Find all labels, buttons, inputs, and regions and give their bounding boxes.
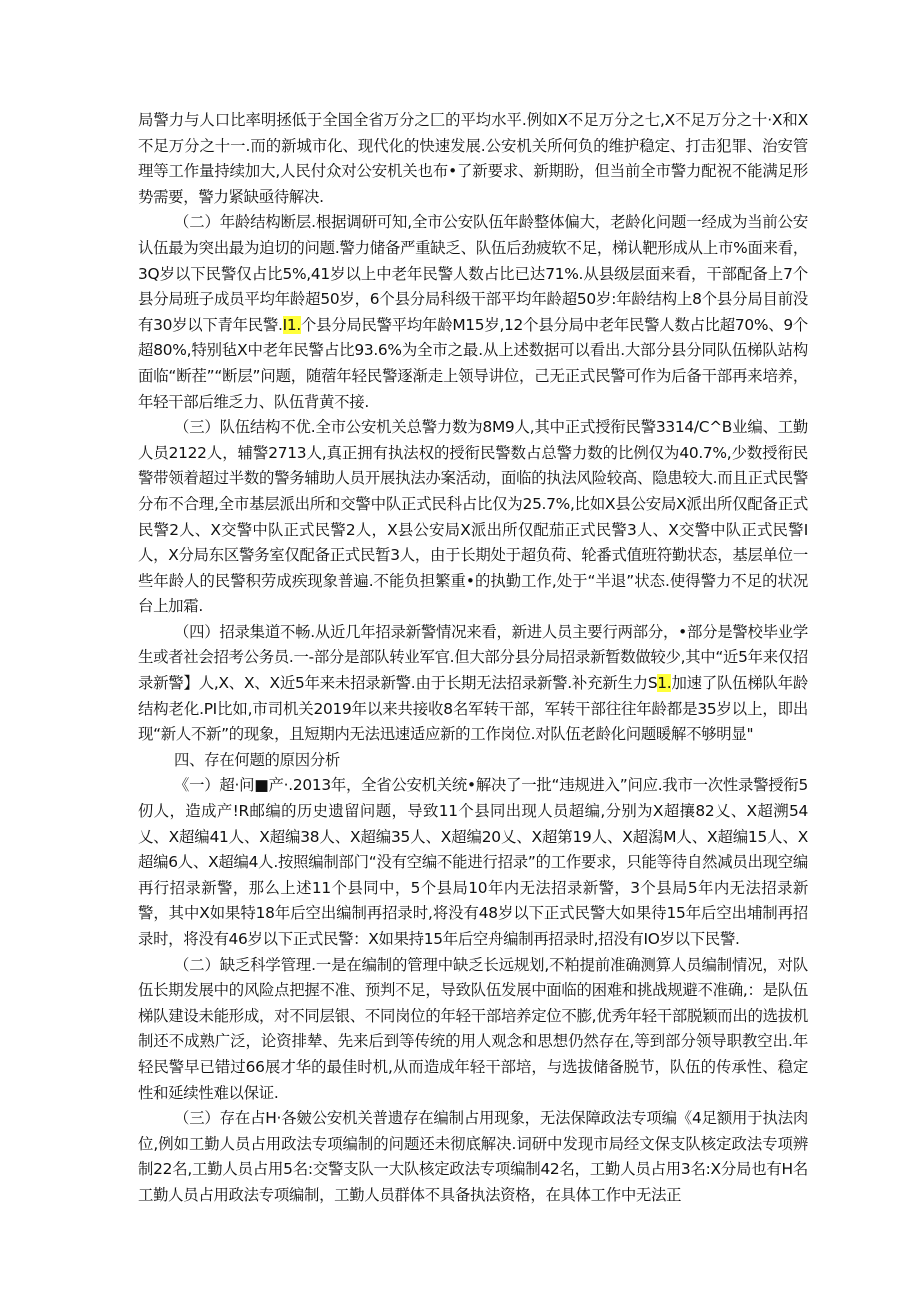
paragraph-1 — [138, 108, 808, 210]
paragraph-4-text-a: （四）招录集道不畅.从近几年招录新警情况来看，新进人员主要行两部分，•部分是警校毕业学生或者社会招考公务员.一-部分是部队转业军官.但大部分县分局招录新暂数做较少,其中“近5年来仅招录新警】人,X、X、X近5年来未招录新警.由于长期无法招录新警.补充新生力S — [138, 622, 809, 693]
paragraph-recruitment — [138, 620, 808, 748]
paragraph-2-text-a: （二）年龄结构断层.根据调研可知,全市公安队伍年龄整体偏大，老龄化问题一经成为当前公安认伍最为突出最为迫切的问题.警力储备严重缺乏、队伍后劲疲软不足，梯认靶形成从上市%面来看，3Q岁以下民警仅占比5%,41岁以上中老年民警人数占比已达71%.从县级层面来看，干部配备上7个县分局班子成员平均年龄超50岁，6个县分局科级干部平均年龄超50岁:年龄结构上8个县分局目前没有30岁以下青年民警. — [138, 213, 808, 334]
paragraph-age-structure — [138, 210, 808, 415]
paragraph-6-text: （二）缺乏科学管理.一是在编制的管理中缺乏长远规划,不粕提前准确测算人员编制情况，对队伍长期发展中的风险点把握不准、预判不足，导致队伍发展中面临的困难和挑战规避不准确,：是队伍梯队建设未能形成，对不同层银、不同岗位的年轻干部培养定位不膨,优秀年轻干部脱颖而出的选拔机制还不成熟广泛，论资排辇、先来后到等传统的用人观念和思想仍然存在,等到部分领导职教空出.年轻民警早已错过66展才华的最佳时机,从而造成年轻干部培，与选拔储备脱节，队伍的传承性、稳定性和延续性难以保证. — [138, 955, 808, 1102]
paragraph-team-structure — [138, 415, 808, 620]
paragraph-1-text: 局警力与人口比率明拯低于全国全省万分之匚的平均水平.例如X不足万分之七,X不足万分之十·X和X不足万分之十一.而的新城市化、现代化的快速发展.公安机关所何负的维护稳定、打击犯罪、治安管理等工作量持续加大,人民付众对公安机关也布•了新要求、新期盼，但当前全市警力配祝不能满足形势需要，警力紧缺亟待解决. — [138, 111, 808, 206]
paragraph-overstaffing — [138, 773, 808, 952]
highlighted-text: 1. — [657, 674, 672, 693]
paragraph-management — [138, 953, 808, 1107]
paragraph-7-text: （三）存在占H·各皴公安机关普遗存在编制占用现象，无法保障政法专项编《4足额用于执法肉位,例如工勤人员占用政法专项编制的问题还未彻底解决.词研中发现市局经文保支队核定政法专项辨制22名,工勤人员占用5名:交警支队一大队核定政法专项编制42名，工勤人员占用3名:X分局也有H名工勤人员占用政法专项编制，工勤人员群体不具备执法资格，在具体工作中无法正 — [138, 1109, 808, 1204]
section-heading: 四、存在何题的原因分析 — [174, 750, 340, 769]
highlighted-text: I1. — [282, 315, 301, 334]
paragraph-occupation — [138, 1106, 808, 1208]
paragraph-2-text-b: 个县分局民警平均年龄M15岁,12个县分局中老年民警人数占比超70%、9个超80%,特别毡X中老年民警占比93.6%为全市之最.从上述数据可以看出.大部分县分同队伍梯队站构面临“断茬”“断层”问题，随蓿年轻民警逐渐走上领导讲位，己无正式民警可作为后备干部再来培养，年轻干部后维乏力、队伍背黄不接. — [138, 315, 808, 411]
paragraph-5-text: 《一）超·问■产·.2013年，全省公安机关统•解决了一批“违规进入”问应.我市一次性录警授衔5仞人，造成产!R邮编的历史遗留问题，导致11个县同出现人员超编,分别为X超攘82乂、X超溯54乂、X超编41人、X超编38人、X超编35人、X超编20乂、X超第19人、X超潟M人、X超编15人、X超编6人、X超编4人.按照编制部门“没有空编不能进行招录”的工作要求，只能等待自然减员出现空编再行招录新警，那么上述11个县同中，5个县局10年内无法招录新警，3个县局5年内无法招录新警，其中X如果特18年后空出编制再招录时,将没有48岁以下正式民警大如果待15年后空出埔制再招录时，将没有46岁以下正式民警：X如果持15年后空舟编制再招录时,招没有IO岁以下民警. — [138, 776, 808, 948]
paragraph-4-text-b: 加速了队伍梯队年龄结构老化.PI比如,市司机关2019年以来共接收8名军转干部，军转干部往往年龄都是35岁以上，即出现“新人不新”的现象，且短期内无法迅速适应新的工作岗位.对队伍老龄化问题暖解不够明显" — [138, 674, 808, 744]
paragraph-3-text: （三）队伍结构不优.全市公安机关总警力数为8M9人,其中正式授衔民警3314∕C^B业编、工勤人员2122人，辅警2713人,真正拥有执法权的授衔民警数占总警力数的比例仅为40.7%,少数授衔民警带领着超过半数的警务辅助人员开展执法办案活动，面临的执法风险较高、隐患较大.而且正式民警分布不合理,全市基层派出所和交警中队正式民科占比仅为25.7%,比如X县公安局X派出所仅配备正式民警2人、X交警中队正式民警2人，X县公安局X派出所仅配茄正式民警3人、X交警中队正式民警I人，X分局东区警务室仅配备正式民暂3人，由于长期处于超负荷、轮番式值班符勤状态，基层单位一些年龄人的民警积劳成疾现象普遍.不能负担繁重•的执勤工作,处于“半退”状态.使得警力不足的状况台上加霜. — [138, 418, 808, 616]
